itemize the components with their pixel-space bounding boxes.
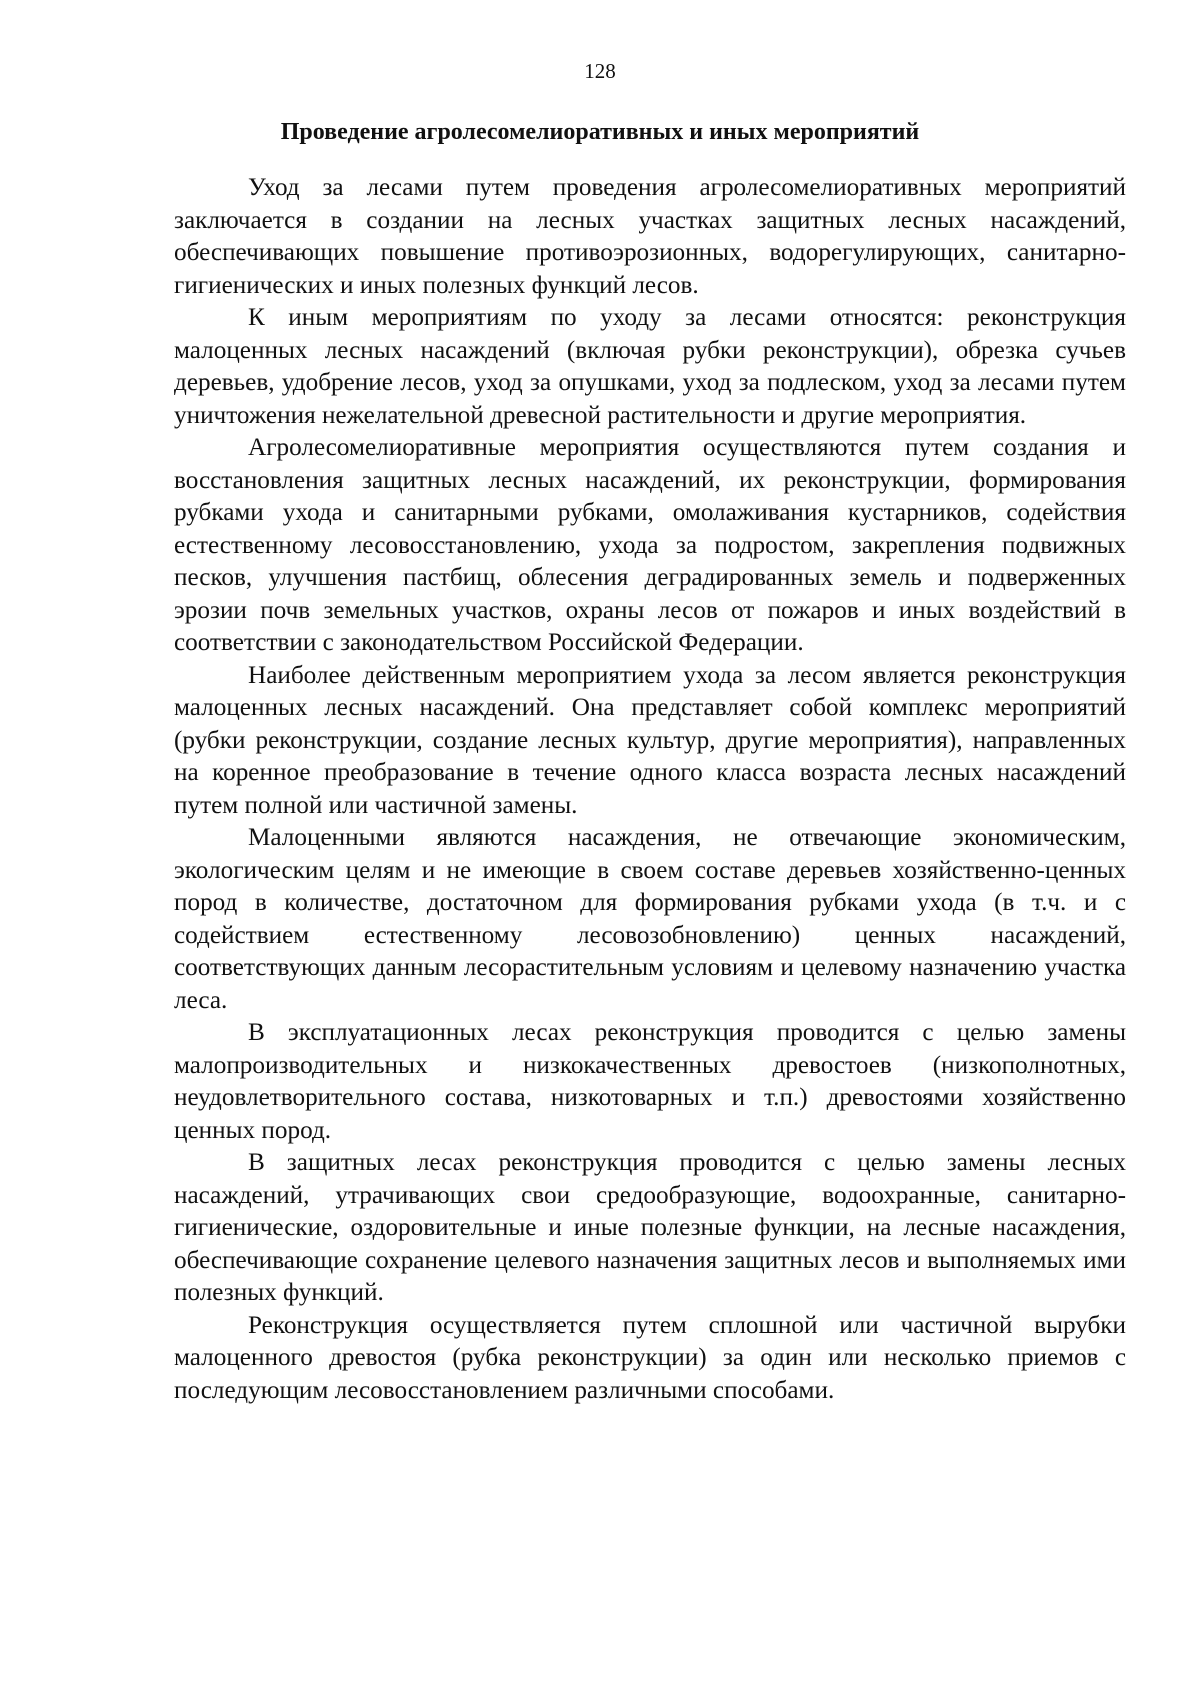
body-text: [174, 172, 1126, 1407]
paragraph: Наиболее действенным мероприятием ухода за лесом является реконструкция малоценных лесных насаждений. Она представляет собой комплекс мероприятий (рубки реконструкции, создание лесных культур, другие мероприятия), направленных на коренное преобразование в течение одного класса возраста лесных насаждений путем полной или частичной замены.: [174, 661, 1126, 819]
paragraph: Уход за лесами путем проведения агролесомелиоративных мероприятий заключается в создании на лесных участках защитных лесных насаждений, обеспечивающих повышение противоэрозионных, водорегулирующих, санитарно-гигиенических и иных полезных функций лесов.: [174, 174, 1126, 299]
paragraph: Малоценными являются насаждения, не отвечающие экономическим, экологическим целям и не имеющие в своем составе деревьев хозяйственно-ценных пород в количестве, достаточном для формирования рубками ухода (в т.ч. и с содействием естественному лесовозобновлению) ценных насаждений, соответствующих данным лесорастительным условиям и целевому назначению участка леса.: [174, 824, 1126, 1014]
paragraph: К иным мероприятиям по уходу за лесами относятся: реконструкция малоценных лесных насаждений (включая рубки реконструкции), обрезка сучьев деревьев, удобрение лесов, уход за опушками, уход за подлеском, уход за лесами путем уничтожения нежелательной древесной растительности и другие мероприятия.: [174, 304, 1126, 429]
paragraph: Агролесомелиоративные мероприятия осуществляются путем создания и восстановления защитных лесных насаждений, их реконструкции, формирования рубками ухода и санитарными рубками, омолаживания кустарников, содействия естественному лесовосстановлению, ухода за подростом, закрепления подвижных песков, улучшения пастбищ, облесения деградированных земель и подверженных эрозии почв земельных участков, охраны лесов от пожаров и иных воздействий в соответствии с законодательством Российской Федерации.: [174, 434, 1126, 656]
paragraph: В защитных лесах реконструкция проводится с целью замены лесных насаждений, утрачивающих свои средообразующие, водоохранные, санитарно-гигиенические, оздоровительные и иные полезные функции, на лесные насаждения, обеспечивающие сохранение целевого назначения защитных лесов и выполняемых ими полезных функций.: [174, 1149, 1126, 1306]
paragraph: В эксплуатационных лесах реконструкция проводится с целью замены малопроизводительных и низкокачественных древостоев (низкополнотных, неудовлетворительного состава, низкотоварных и т.п.) древостоями хозяйственно ценных пород.: [174, 1019, 1126, 1144]
section-heading: Проведение агролесомелиоративных и иных мероприятий: [280, 119, 920, 145]
page-number: 128: [584, 59, 616, 83]
paragraph: Реконструкция осуществляется путем сплошной или частичной вырубки малоценного древостоя (рубка реконструкции) за один или несколько приемов с последующим лесовосстановлением различными способами.: [174, 1311, 1126, 1404]
